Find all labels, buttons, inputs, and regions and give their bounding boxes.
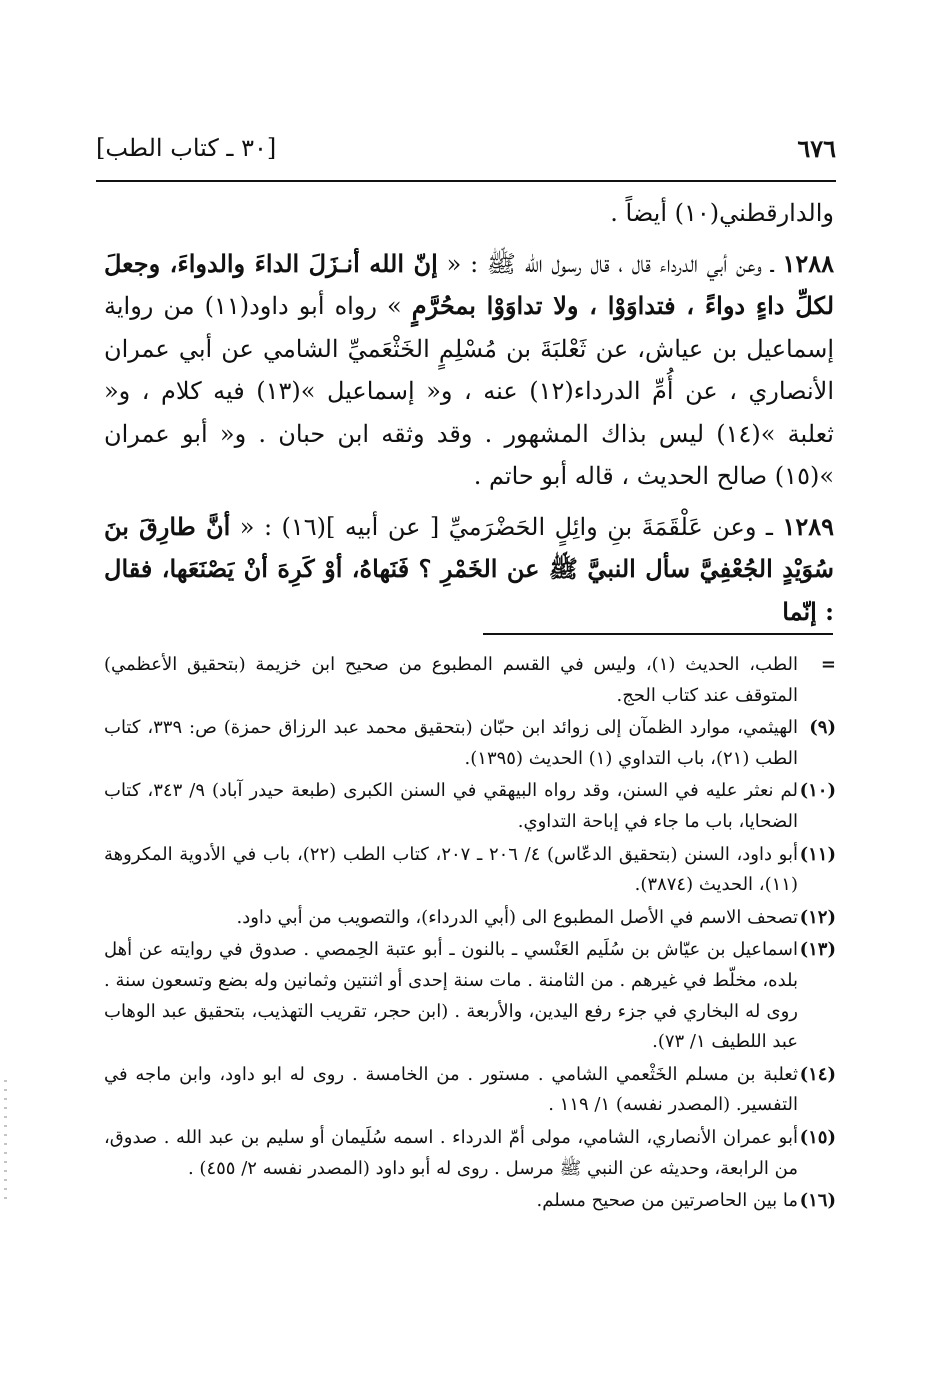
footnotes xyxy=(104,650,836,1219)
footnote-text: الهيثمي، موارد الظمآن إلى زوائد ابن حبّان (بتحقيق محمد عبد الرزاق حمزة) ص: ٣٣٩، كتاب الطب (٢١)، باب التداوي (١) الحديث (١٣٩٥). xyxy=(104,717,798,769)
footnote-number: (١٢) xyxy=(799,906,836,928)
hadith-intro: ـ وعن عَلْقَمَةَ بنِ وائِلٍ الحَضْرَميِّ [ عن أبيه ](١٦) : « xyxy=(230,512,773,541)
page-number: ٦٧٦ xyxy=(797,134,836,163)
footnote-rule xyxy=(483,633,833,635)
footnote-number: = xyxy=(820,654,836,675)
hadith-1288 xyxy=(104,243,834,498)
hadith-intro: ـ وعن أبي الدرداء قال ، قال رسول الله ﷺ : « xyxy=(437,249,774,278)
footnote xyxy=(104,935,836,1057)
footnote-text: أبو عمران الأنصاري، الشامي، مولى أمّ الدرداء . اسمه سُلَيمان أو سليم بن عبد الله . صدوق، من الرابعة، وحديثه عن النبي ﷺ مرسل . روى له أبو داود (المصدر نفسه ٢/ ٤٥٥) . xyxy=(104,1126,798,1179)
hadith-commentary: » رواه أبو داود(١١) من رواية إسماعيل بن عياش، عن ثَعْلبَةَ بن مُسْلِمٍ الخَثْعَميِّ الشامي عن أبي عمران الأنصاري ، عن أُمِّ الدرداء(١٢) عنه ، و« إسماعيل »(١٣) فيه كلام ، و« ثعلبة »(١٤) ليس بذاك المشهور . وقد وثقه ابن حبان . و« أبو عمران »(١٥) صالح الحديث ، قاله أبو حاتم . xyxy=(104,292,834,490)
hadith-1289 xyxy=(104,506,834,634)
footnote xyxy=(104,1186,836,1217)
footnote-number: (١٦) xyxy=(799,1190,836,1212)
footnote-text: اسماعيل بن عيّاش بن سُلَيم العَنْسي ـ بالنون ـ أبو عتبة الحِمصي . صدوق في روايته عن أهل بلده، مخلّط في غيرهم . من الثامنة . مات سنة إحدى أو اثنتين وثمانين وله بضع وتسعون سنة . روى له البخاري في جزء رفع اليدين، والأربعة . (ابن حجر، تقريب التهذيب، بتحقيق عبد الوهاب عبد اللطيف ١/ ٧٣). xyxy=(104,939,798,1053)
continuation-line: والدارقطني(١٠) أيضاً . xyxy=(610,199,834,227)
footnote xyxy=(104,1060,836,1121)
footnote-text: ثعلبة بن مسلم الخَثْعمي الشامي . مستور . من الخامسة . روى له ابو داود، وابن ماجه في التفسير. (المصدر نفسه) ١/ ١١٩ . xyxy=(104,1063,798,1116)
main-text xyxy=(104,192,834,633)
footnote xyxy=(104,776,836,837)
footnote-number: (١٥) xyxy=(799,1126,836,1148)
footnote-text: ما بين الحاصرتين من صحيح مسلم. xyxy=(536,1190,798,1212)
footnote-number: (١٣) xyxy=(799,939,836,961)
footnote xyxy=(104,840,836,901)
page-header xyxy=(96,130,836,174)
footnote xyxy=(104,650,836,711)
footnote-text: الطب، الحديث (١)، وليس في القسم المطبوع من صحيح ابن خزيمة (بتحقيق الأعظمي) المتوقف عند كتاب الحج. xyxy=(104,654,798,706)
footnote xyxy=(104,1123,836,1184)
footnote xyxy=(104,903,836,934)
running-head: [٣٠ ـ كتاب الطب] xyxy=(96,134,277,162)
hadith-quote: أنَّ طارِقَ بنَ سُوَيْدٍ الجُعْفِيَّ سأل النبيَّ ﷺ عن الخَمْرِ ؟ فَنَهاهُ، أوْ كَرِهَ أنْ يَصْنَعَها، فقال : إنّما xyxy=(104,511,834,626)
footnote xyxy=(104,713,836,774)
hadith-number: ١٢٨٨ xyxy=(782,248,834,278)
hadith-number: ١٢٨٩ xyxy=(782,511,835,541)
scan-edge-artifact xyxy=(4,1080,7,1200)
footnote-number: (١٤) xyxy=(799,1063,836,1085)
footnote-text: تصحف الاسم في الأصل المطبوع الى (أبي الدرداء)، والتصويب من أبي داود. xyxy=(236,906,798,928)
header-rule xyxy=(96,180,836,182)
footnote-text: أبو داود، السنن (بتحقيق الدعّاس) ٤/ ٢٠٦ ـ ٢٠٧، كتاب الطب (٢٢)، باب في الأدوية المكروهة (١١)، الحديث (٣٨٧٤). xyxy=(104,843,798,896)
footnote-number: (١١) xyxy=(799,843,836,865)
footnote-number: (١٠) xyxy=(799,780,836,802)
hadith-quote: إنّ الله أنـزَلَ الداءَ والدواءَ، وجعلَ لكلِّ داءٍ دواءً ، فتداوَوْا ، ولا تداوَوْا بمحُرَّمٍ xyxy=(104,248,835,320)
footnote-number: (٩) xyxy=(809,717,836,739)
footnote-text: لم نعثر عليه في السنن، وقد رواه البيهقي في السنن الكبرى (طبعة حيدر آباد) ٩/ ٣٤٣، كتاب الضحايا، باب ما جاء في إباحة التداوي. xyxy=(104,780,798,832)
